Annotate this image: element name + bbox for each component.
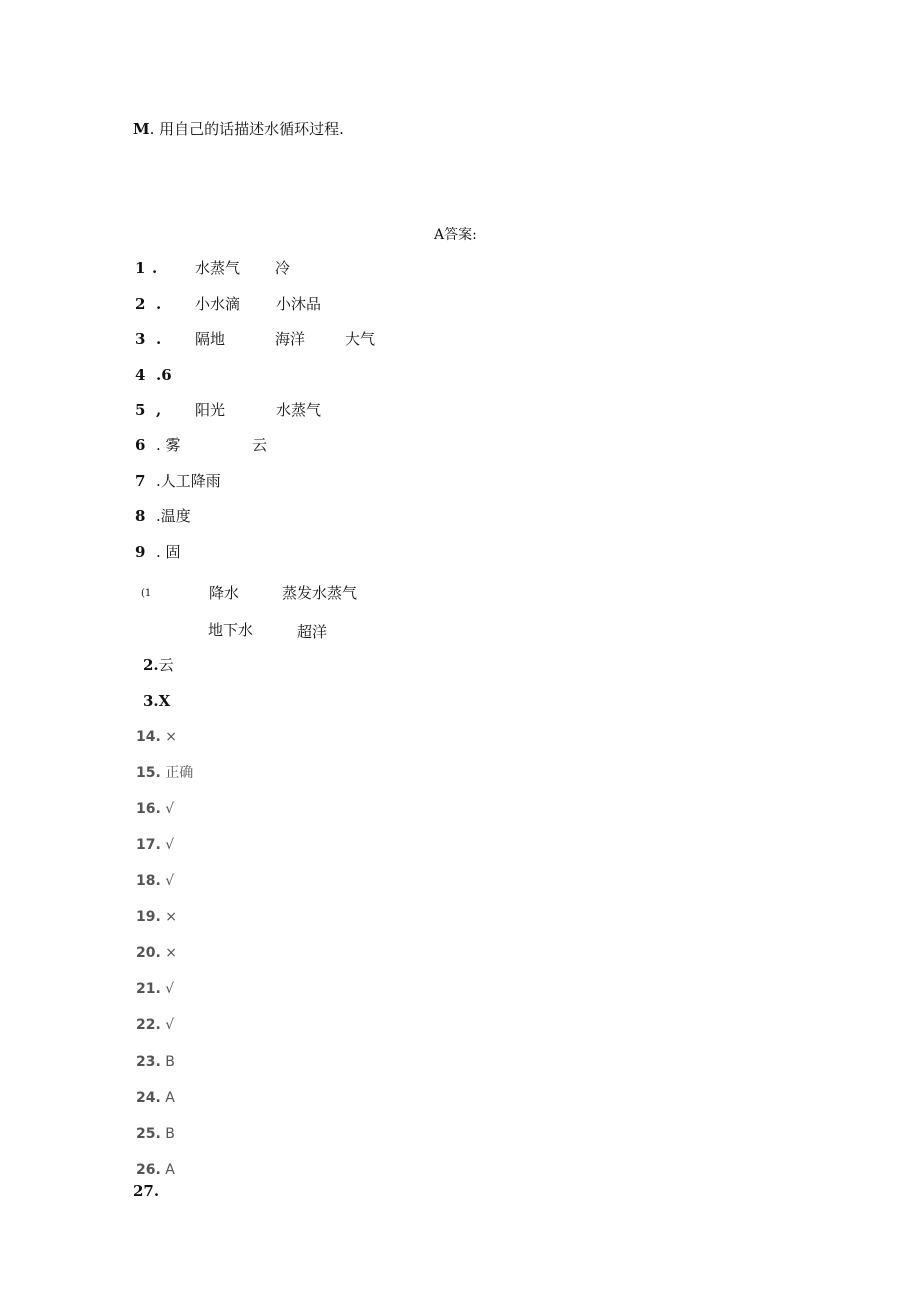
list-item-answer: × (165, 909, 177, 925)
answer-2-number: 2 (135, 295, 146, 313)
answer-1-number: 1 (135, 259, 146, 277)
answer-3-blank-2: 海洋 (275, 330, 306, 348)
answer-9-answer: . 固 (156, 543, 181, 561)
answer-8-answer: .温度 (156, 507, 191, 525)
list-item (136, 836, 174, 854)
list-item-answer: √ (165, 801, 175, 817)
list-item (136, 1089, 175, 1107)
answer-5-number: 5 (135, 401, 146, 419)
answer-3-blank-1: 隔地 (195, 330, 226, 348)
list-item (136, 1125, 175, 1143)
answer-1-blank-1: 水蒸气 (195, 259, 241, 277)
answer-3-number: 3 (135, 330, 146, 348)
diagram-label-evaporation: 蒸发水蒸气 (282, 584, 358, 602)
list-item-number: 22. (136, 1017, 161, 1033)
list-item-number: 14. (136, 729, 161, 745)
list-item-answer: × (165, 945, 177, 961)
sub-2-number: 2. (143, 656, 159, 674)
question-text: . 用自己的话描述水循环过程. (149, 120, 344, 138)
diagram-label-ocean: 超洋 (297, 623, 328, 641)
answer-6-blank-2: 云 (252, 436, 268, 454)
answer-9-number: 9 (135, 543, 146, 561)
list-item-answer: √ (165, 981, 175, 997)
sub-2-answer: 云 (158, 656, 174, 674)
question-number: M (133, 120, 150, 138)
diagram-label-groundwater: 地下水 (208, 621, 254, 639)
answer-6-number: 6 (135, 436, 146, 454)
answer-2-blank-1: 小水滴 (195, 295, 241, 313)
list-item (136, 872, 174, 890)
list-item-number: 24. (136, 1090, 161, 1106)
list-item-answer: √ (165, 1017, 175, 1033)
list-item (136, 764, 193, 782)
list-item (136, 944, 177, 962)
list-item (136, 908, 177, 926)
answer-title: A答案: (434, 227, 477, 243)
answer-6-blank-1: . 雾 (156, 436, 181, 454)
list-item-answer: √ (165, 837, 175, 853)
answer-1-sep: . (152, 259, 158, 277)
list-item-number: 23. (136, 1054, 161, 1070)
list-item-number: 25. (136, 1126, 161, 1142)
answer-1-blank-2: 冷 (275, 259, 291, 277)
answer-2-blank-2: 小沐品 (276, 295, 322, 313)
answer-7-answer: .人工降雨 (156, 472, 221, 490)
list-item-answer: B (165, 1054, 175, 1070)
list-item (136, 980, 174, 998)
answer-8-number: 8 (135, 507, 146, 525)
list-item-number: 15. (136, 765, 161, 781)
answer-4-answer: .6 (156, 366, 172, 384)
list-item-number: 26. (136, 1162, 161, 1178)
sub-2-line (143, 656, 174, 674)
answer-3-blank-3: 大气 (345, 330, 376, 348)
answer-5-sep: , (156, 401, 162, 419)
list-item-number: 21. (136, 981, 161, 997)
list-item-number: 17. (136, 837, 161, 853)
answer-5-blank-2: 水蒸气 (276, 401, 322, 419)
list-item (136, 1016, 174, 1034)
list-item-number: 16. (136, 801, 161, 817)
list-item-answer: A (165, 1162, 175, 1178)
list-item-answer: B (165, 1126, 175, 1142)
answer-7-number: 7 (135, 472, 146, 490)
list-item-number: 20. (136, 945, 161, 961)
list-item (136, 800, 174, 818)
list-item (136, 1161, 175, 1179)
list-item-number: 18. (136, 873, 161, 889)
answer-2-sep: . (156, 295, 162, 313)
answer-3-sep: . (156, 330, 162, 348)
list-item (136, 728, 177, 746)
question-line (133, 120, 344, 138)
list-item-answer: 正确 (165, 765, 194, 781)
list-item-answer: √ (165, 873, 175, 889)
question-27-number: 27. (133, 1182, 160, 1200)
sub-1-mark: (1 (141, 588, 152, 599)
list-item-answer: × (165, 729, 177, 745)
sub-3-line: 3.X (143, 692, 171, 710)
answer-4-number: 4 (135, 366, 146, 384)
list-item-number: 19. (136, 909, 161, 925)
list-item-answer: A (165, 1090, 175, 1106)
answer-5-blank-1: 阳光 (195, 401, 226, 419)
list-item (136, 1053, 175, 1071)
diagram-label-precipitation: 降水 (209, 584, 240, 602)
